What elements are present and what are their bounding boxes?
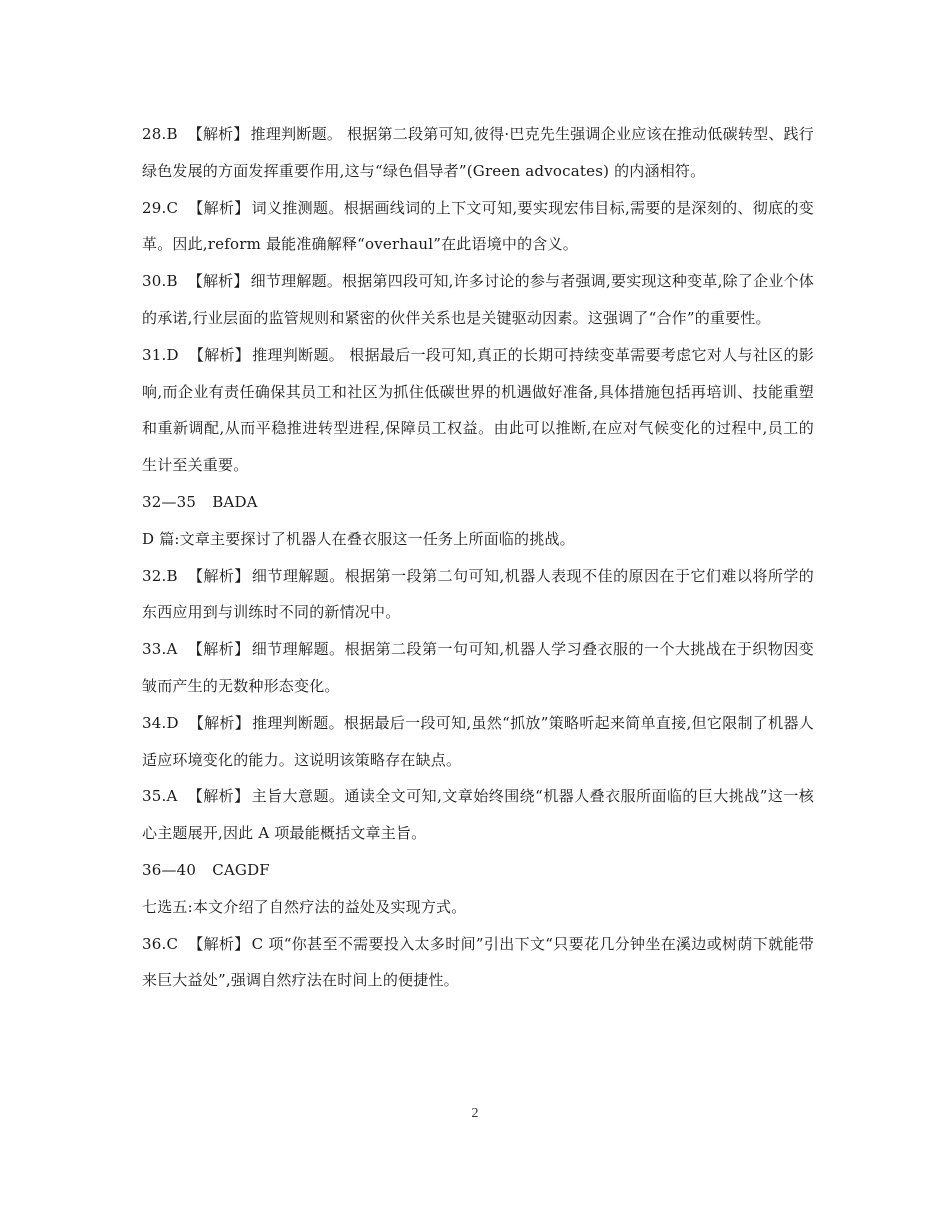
explanation-text: 推理判断题。 根据最后一段可知,真正的长期可持续变革需要考虑它对人与社区的影响,而企业有责任确保其员工和社区为抓住低碳世界的机遇做好准备,具体措施包括再培训、技能重塑和重新调配,从而平稳推进转型进程,保障员工权益。由此可以推断,在应对气候变化的过程中,员工的生计至关重要。 <box>142 345 815 475</box>
answer-item-35 <box>142 778 814 852</box>
answer-item-31 <box>142 337 814 484</box>
analysis-tag: 【解析】 <box>187 272 249 291</box>
answer-item-30 <box>142 263 814 337</box>
explanation-text: 细节理解题。根据第一段第二句可知,机器人表现不佳的原因在于它们难以将所学的东西应用到与训练时不同的新情况中。 <box>142 566 814 622</box>
explanation-text: 推理判断题。 根据第二段第可知,彼得·巴克先生强调企业应该在推动低碳转型、践行绿色发展的方面发挥重要作用,这与“绿色倡导者”(Green advocates) 的内涵相符。 <box>142 125 814 180</box>
answer-item-34 <box>142 705 814 779</box>
range-answers: BADA <box>212 492 258 511</box>
explanation-text: 词义推测题。根据画线词的上下文可知,要实现宏伟目标,需要的是深刻的、彻底的变革。因此,reform 最能准确解释“overhaul”在此语境中的含义。 <box>142 198 814 254</box>
question-number: 36.C <box>142 934 179 953</box>
question-number: 34.D <box>142 713 179 732</box>
explanation-text: C 项“你甚至不需要投入太多时间”引出下文“只要花几分钟坐在溪边或树荫下就能带来巨大益处”,强调自然疗法在时间上的便捷性。 <box>142 934 814 990</box>
analysis-tag: 【解析】 <box>188 713 251 732</box>
explanation-text: 主旨大意题。通读全文可知,文章始终围绕“机器人叠衣服所面临的巨大挑战”这一核心主题展开,因此 A 项最能概括文章主旨。 <box>142 787 814 843</box>
answer-range-32-35 <box>142 484 814 521</box>
answer-item-36 <box>142 926 814 1000</box>
explanation-text: 细节理解题。根据第二段第一句可知,机器人学习叠衣服的一个大挑战在于织物因变皱而产生的无数种形态变化。 <box>142 640 815 695</box>
answer-explanations <box>142 116 814 999</box>
explanation-text: 推理判断题。根据最后一段可知,虽然“抓放”策略听起来简单直接,但它限制了机器人适应环境变化的能力。这说明该策略存在缺点。 <box>142 713 814 769</box>
answer-range-36-40 <box>142 852 814 889</box>
answer-item-29 <box>142 190 814 264</box>
question-range: 32—35 <box>142 492 197 511</box>
question-number: 30.B <box>142 272 178 291</box>
question-number: 32.B <box>142 566 178 585</box>
analysis-tag: 【解析】 <box>187 787 250 806</box>
page-number: 2 <box>471 1106 479 1121</box>
explanation-text: 细节理解题。根据第四段可知,许多讨论的参与者强调,要实现这种变革,除了企业个体的承诺,行业层面的监管规则和紧密的伙伴关系也是关键驱动因素。这强调了“合作”的重要性。 <box>142 272 814 327</box>
analysis-tag: 【解析】 <box>187 566 250 585</box>
question-number: 28.B <box>142 125 178 143</box>
section-summary-seven-choose-five: 七选五:本文介绍了自然疗法的益处及实现方式。 <box>142 897 467 916</box>
question-number: 35.A <box>142 787 178 806</box>
analysis-tag: 【解析】 <box>187 125 249 143</box>
question-number: 33.A <box>142 640 178 659</box>
range-answers: CAGDF <box>212 860 270 879</box>
answer-item-33 <box>142 631 814 705</box>
analysis-tag: 【解析】 <box>187 640 250 659</box>
section-summary-d: D 篇:文章主要探讨了机器人在叠衣服这一任务上所面临的挑战。 <box>142 529 575 548</box>
question-range: 36—40 <box>142 860 197 879</box>
analysis-tag: 【解析】 <box>188 198 250 217</box>
question-number: 29.C <box>142 198 179 217</box>
question-number: 31.D <box>142 345 179 364</box>
analysis-tag: 【解析】 <box>188 345 251 364</box>
answer-item-28 <box>142 116 814 190</box>
answer-item-32 <box>142 558 814 632</box>
analysis-tag: 【解析】 <box>188 934 250 953</box>
